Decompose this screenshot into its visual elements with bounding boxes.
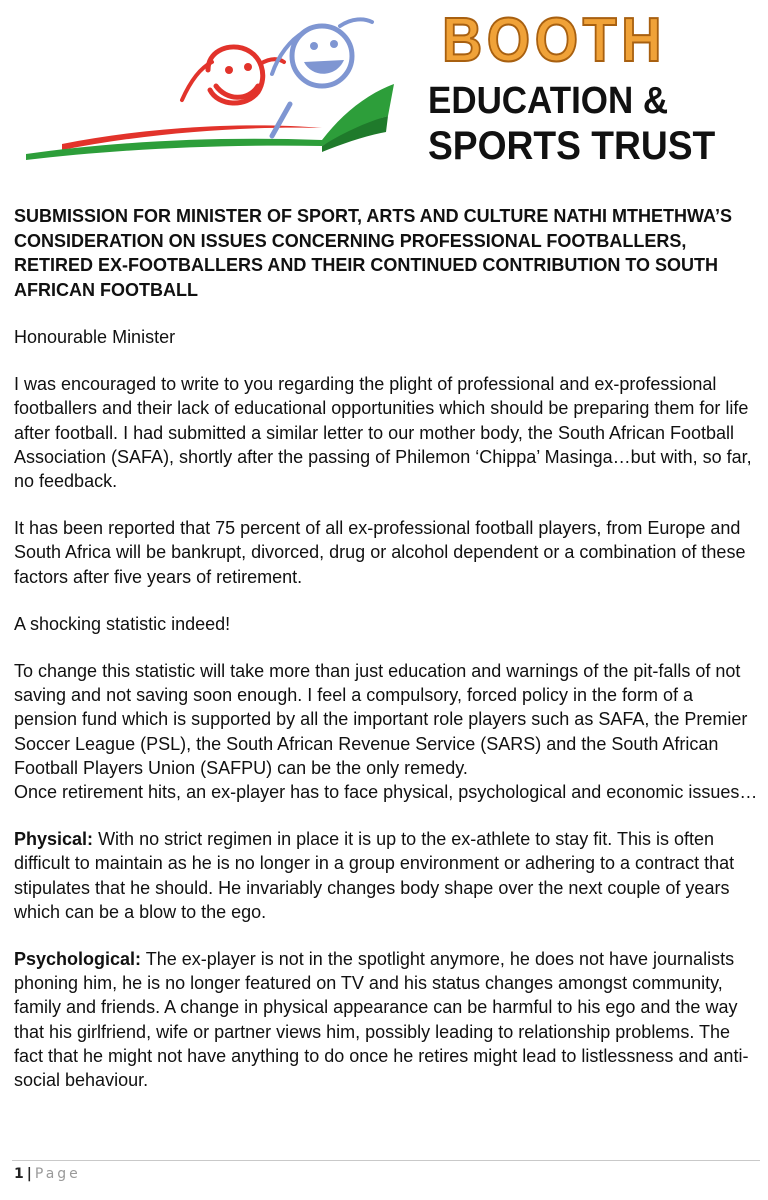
letterhead — [22, 4, 736, 180]
paragraph-statistic: It has been reported that 75 percent of all ex-professional football players, from Europe and South Africa will be bankrupt, divorced, drug or alcohol dependent or a combination of these factors after five years of retirement. — [14, 518, 746, 587]
page-number: 1 — [14, 1166, 24, 1182]
page-word: Page — [34, 1166, 81, 1182]
paragraph-psychological — [14, 947, 758, 1092]
document-title: SUBMISSION FOR MINISTER OF SPORT, ARTS AND CULTURE NATHI MTHETHWA’S CONSIDERATION ON ISSUES CONCERNING PROFESSIONAL FOOTBALLERS, RETIRED EX-FOOTBALLERS AND THEIR CONTINUED CONTRIBUTION TO SOUTH AFRICAN FOOTBALL — [14, 206, 732, 300]
page-footer — [14, 1164, 81, 1184]
brand-name-booth: BOOTH — [442, 6, 666, 75]
footer-separator: | — [26, 1166, 32, 1182]
paragraph-remedy: To change this statistic will take more than just education and warnings of the pit-falls of not saving and not saving soon enough. I feel a compulsory, forced policy in the form of a pension fund which is supported by all the important role players such as SAFA, the Premier Soccer League (PSL), the South African Revenue Service (SARS) and the South African Football Players Union (SAFPU) can be the only remedy. — [14, 661, 748, 778]
document-body — [14, 204, 758, 1115]
paragraph-physical — [14, 827, 758, 924]
brand-name-line-2: SPORTS TRUST — [428, 124, 716, 168]
psychological-label: Psychological: — [14, 949, 142, 970]
brand-name-block — [406, 4, 736, 180]
footer-divider — [12, 1160, 760, 1161]
physical-text: With no strict regimen in place it is up to the ex-athlete to stay fit. This is often difficult to maintain as he is no longer in a group environment or adhering to a contract that stipulates that he should. He invariably changes body shape over the next couple of years which can be a blow to the ego. — [14, 829, 735, 922]
smiling-face-icon — [182, 47, 284, 103]
paragraph-intro: I was encouraged to write to you regarding the plight of professional and ex-professional footballers and their lack of educational opportunities which should be preparing them for life after football. I had submitted a similar letter to our mother body, the South African Football Association (SAFA), shortly after the passing of Philemon ‘Chippa’ Masinga…but with, so far, no feedback. — [14, 374, 752, 492]
brand-name-line-1: EDUCATION & — [428, 80, 669, 122]
happy-face-icon — [292, 19, 372, 86]
paragraph-retirement-issues: Once retirement hits, an ex-player has to face physical, psychological and economic issues… — [14, 782, 758, 803]
booth-logo-graphic — [22, 4, 422, 180]
physical-label: Physical: — [14, 829, 94, 850]
magnifying-glass-icon — [272, 32, 304, 136]
psychological-text: The ex-player is not in the spotlight anymore, he does not have journalists phoning him, he is no longer featured on TV and his status changes amongst community, family and friends. A change in physical appearance can be harmful to his ego and the way that his girlfriend, wife or partner views him, possibly leading to relationship problems. The fact that he might not have anything to do once he retires might lead to listlessness and anti-social behaviour. — [14, 949, 749, 1091]
salutation: Honourable Minister — [14, 327, 176, 347]
open-book-icon — [26, 84, 394, 160]
paragraph-shocking: A shocking statistic indeed! — [14, 613, 231, 634]
